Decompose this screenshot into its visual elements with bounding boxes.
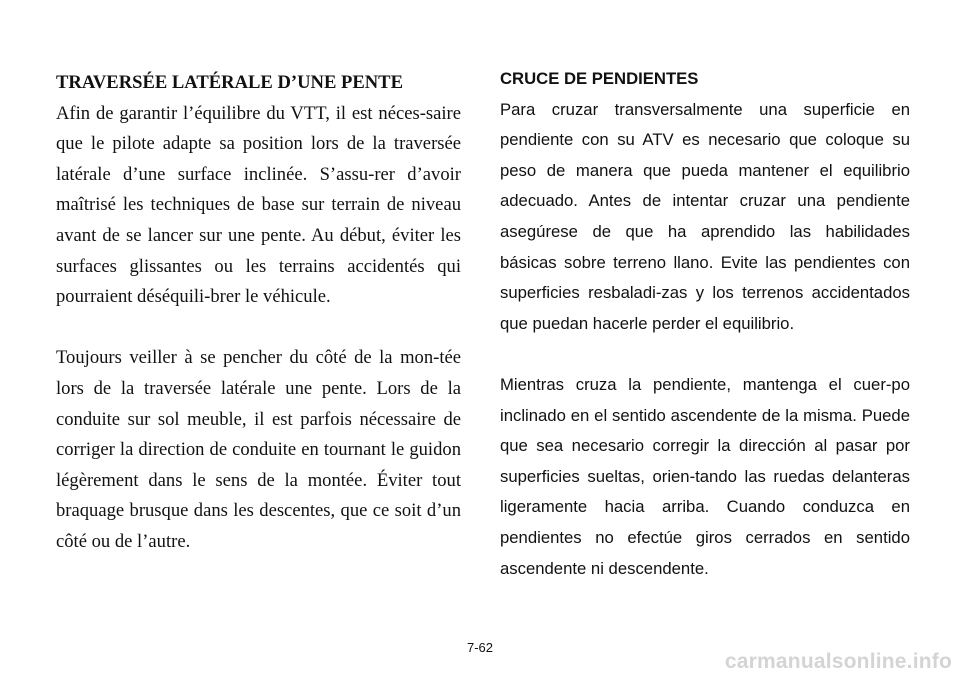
spanish-paragraph-1: Para cruzar transversalmente una superficie en pendiente con su ATV es necesario que coloque su peso de manera que pueda mantener el equilibrio adecuado. Antes de intentar cruzar una pendiente asegúrese de que ha aprendido las habilidades básicas sobre terreno llano. Evite las pendientes con superficies resbaladi-zas y los terrenos accidentados que puedan hacerle perder el equilibrio.: [500, 99, 910, 333]
french-heading: TRAVERSÉE LATÉRALE D’UNE PENTE: [56, 72, 403, 93]
page-number: 7-62: [466, 640, 494, 655]
watermark: carmanualsonline.info: [724, 650, 952, 673]
french-column: [56, 68, 461, 558]
french-paragraph-1: Afin de garantir l’équilibre du VTT, il est néces-saire que le pilote adapte sa position lors de la traversée latérale d’une surface inclinée. S’assu-rer d’avoir maîtrisé les techniques de base sur terrain de niveau avant de se lancer sur une pente. Au début, éviter les surfaces glissantes ou les terrains accidentés qui pourraient déséquili-brer le véhicule.: [56, 102, 461, 308]
spanish-column: [500, 64, 910, 584]
french-paragraph-2: Toujours veiller à se pencher du côté de la mon-tée lors de la traversée latérale une pente. Lors de la conduite sur sol meuble, il est parfois nécessaire de corriger la direction de conduite en tournant le guidon légèrement dans le sens de la montée. Éviter tout braquage brusque dans les descentes, que ce soit d’un côté ou de l’autre.: [56, 347, 461, 552]
spanish-paragraph-2: Mientras cruza la pendiente, mantenga el cuer-po inclinado en el sentido ascendente de la misma. Puede que sea necesario corregir la dirección al pasar por superficies sueltas, orien-tando las ruedas delanteras ligeramente hacia arriba. Cuando conduzca en pendientes no efectúe giros cerrados en sentido ascendente ni descendente.: [500, 374, 910, 578]
spanish-heading: CRUCE DE PENDIENTES: [500, 69, 699, 88]
